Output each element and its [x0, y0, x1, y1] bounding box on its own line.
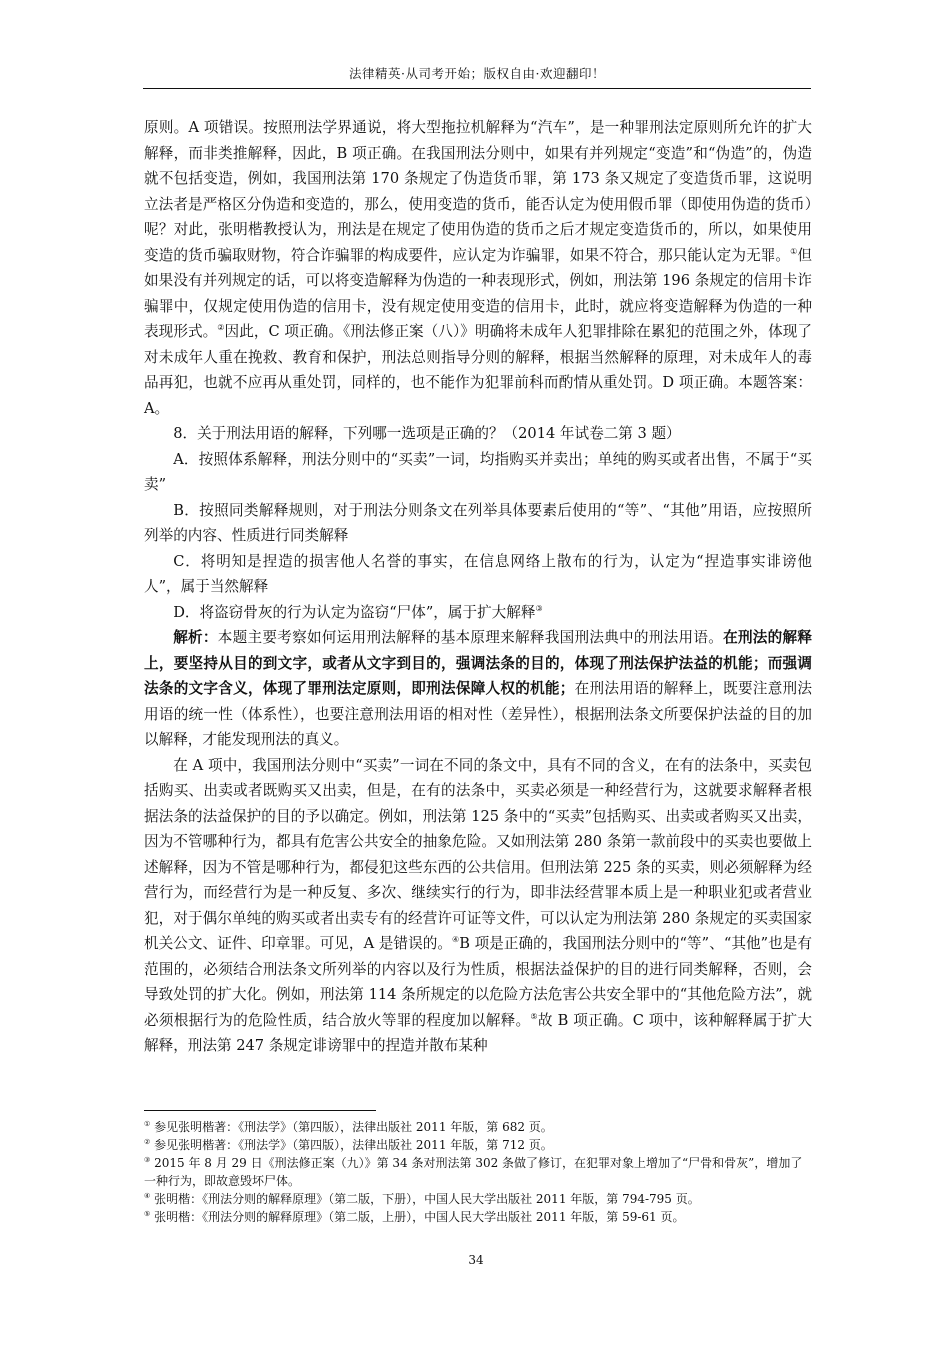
- running-header: 法律精英·从司考开始；版权自由·欢迎翻印！: [349, 66, 605, 81]
- analysis-label: 解析：: [173, 629, 218, 646]
- question-8: 8．关于刑法用语的解释，下列哪一选项是正确的？（2014 年试卷二第 3 题）: [173, 425, 681, 442]
- option-b: B．按照同类解释规则，对于刑法分则条文在列举具体要素后使用的“等”、“其他”用语，应按照所列举的内容、性质进行同类解释: [144, 501, 812, 544]
- footnote-item: ⑤ 张明楷：《刑法分则的解释原理》（第二版，上册），中国人民大学出版社 2011 年版，第 59-61 页。: [144, 1210, 685, 1224]
- footnote-item: ③ 2015 年 8 月 29 日《刑法修正案（九）》第 34 条对刑法第 302 条做了修订，在犯罪对象上增加了“尸骨和骨灰”，增加了一种行为，即故意毁坏尸体。: [144, 1156, 803, 1188]
- option-c: C．将明知是捏造的损害他人名誉的事实，在信息网络上散布的行为，认定为“捏造事实诽谤他人”，属于当然解释: [144, 552, 812, 595]
- footnote-item: ② 参见张明楷著：《刑法学》（第四版），法律出版社 2011 年版，第 712 页。: [144, 1138, 553, 1152]
- analysis-detail-paragraph: 在 A 项中，我国刑法分则中“买卖”一词在不同的条文中，具有不同的含义，在有的法条中，买卖包括购买、出卖或者既购买又出卖，但是，在有的法条中，买卖必须是一种经营行为，这就要求解释者根据法条的法益保护的目的予以确定。例如，刑法第 125 条中的“买卖”包括购买、出卖或者购买又出卖，因为不管哪种行为，都具有危害公共安全的抽象危险。又如刑法第 280 条第一款前段中的买卖也要做上述解释，因为不管是哪种行为，都侵犯这些东西的公共信用。但刑法第 225 条的买卖，则必须解释为经营行为，而经营行为是一种反复、多次、继续实行的行为，即非法经营罪本质上是一种职业犯或者营业犯，对于偶尔单纯的购买或者出卖专有的经营许可证等文件，可以认定为刑法第 280 条规定的买卖国家机关公文、证件、印章罪。可见，A 是错误的。④B 项是正确的，我国刑法分则中的“等”、“其他”也是有范围的，必须结合刑法条文所列举的内容以及行为性质，根据法益保护的目的进行同类解释，否则，会导致处罚的扩大化。例如，刑法第 114 条所规定的以危险方法危害公共安全罪中的“其他危险方法”，就必须根据行为的危险性质，结合放火等罪的程度加以解释。⑤故 B 项正确。C 项中，该种解释属于扩大解释，刑法第 247 条规定诽谤罪中的捏造并散布某种: [144, 756, 813, 1054]
- footnotes: [144, 1118, 812, 1226]
- page-number: 34: [468, 1253, 484, 1267]
- footnote-item: ① 参见张明楷著：《刑法学》（第四版），法律出版社 2011 年版，第 682 页。: [144, 1120, 553, 1134]
- footnote-ref-4[interactable]: ④: [451, 935, 460, 945]
- header-rule: [143, 88, 811, 89]
- option-d: D．将盗窃骨灰的行为认定为盗窃“尸体”，属于扩大解释③: [173, 603, 543, 621]
- body-text: [144, 115, 812, 1059]
- analysis-paragraph: 解析：本题主要考察如何运用刑法解释的基本原理来解释我国刑法典中的刑法用语。在刑法的解释上，要坚持从目的到文字，或者从文字到目的，强调法条的目的，体现了刑法保护法益的机能；而强调法条的文字含义，体现了罪刑法定原则，即刑法保障人权的机能；在刑法用语的解释上，既要注意刑法用语的统一性（体系性），也要注意刑法用语的相对性（差异性），根据刑法条文所要保护法益的目的加以解释，才能发现刑法的真义。: [144, 629, 812, 748]
- footnote-ref-5[interactable]: ⑤: [530, 1011, 538, 1021]
- footnote-ref-3[interactable]: ③: [535, 603, 543, 613]
- footnote-ref-2[interactable]: ②: [217, 323, 225, 333]
- footnote-item: ④ 张明楷：《刑法分则的解释原理》（第二版，下册），中国人民大学出版社 2011 年版，第 794-795 页。: [144, 1192, 700, 1206]
- footnote-ref-1[interactable]: ①: [790, 246, 798, 256]
- footnote-rule: [144, 1110, 376, 1111]
- analysis-emphasis: 在刑法的解释上，要坚持从目的到文字，或者从文字到目的，强调法条的目的，体现了刑法保护法益的机能；而强调法条的文字含义，体现了罪刑法定原则，即刑法保障人权的机能；: [144, 629, 812, 697]
- paragraph-continuation: 原则。A 项错误。按照刑法学界通说，将大型拖拉机解释为“汽车”，是一种罪刑法定原则所允许的扩大解释，而非类推解释，因此，B 项正确。在我国刑法分则中，如果有并列规定“变造”和“伪造”的，伪造就不包括变造，例如，我国刑法第 170 条规定了伪造货币罪，第 173 条又规定了变造货币罪，这说明立法者是严格区分伪造和变造的，那么，使用变造的货币，能否认定为使用假币罪（即使用伪造的货币）呢？对此，张明楷教授认为，刑法是在规定了使用伪造的货币之后才规定变造货币的，所以，如果使用变造的货币骗取财物，符合诈骗罪的构成要件，应认定为诈骗罪，如果不符合，那只能认定为无罪。①但如果没有并列规定的话，可以将变造解释为伪造的一种表现形式，例如，刑法第 196 条规定的信用卡诈骗罪中，仅规定使用伪造的信用卡，没有规定使用变造的信用卡，此时，就应将变造解释为伪造的一种表现形式。②因此，C 项正确。《刑法修正案（八）》明确将未成年人犯罪排除在累犯的范围之外，体现了对未成年人重在挽救、教育和保护，刑法总则指导分则的解释，根据当然解释的原理，对未成年人的毒品再犯，也就不应再从重处罚，同样的，也不能作为犯罪前科而酌情从重处罚。D 项正确。本题答案：A。: [144, 119, 812, 417]
- option-a: A．按照体系解释，刑法分则中的“买卖”一词，均指购买并卖出；单纯的购买或者出售，不属于“买卖”: [144, 450, 812, 493]
